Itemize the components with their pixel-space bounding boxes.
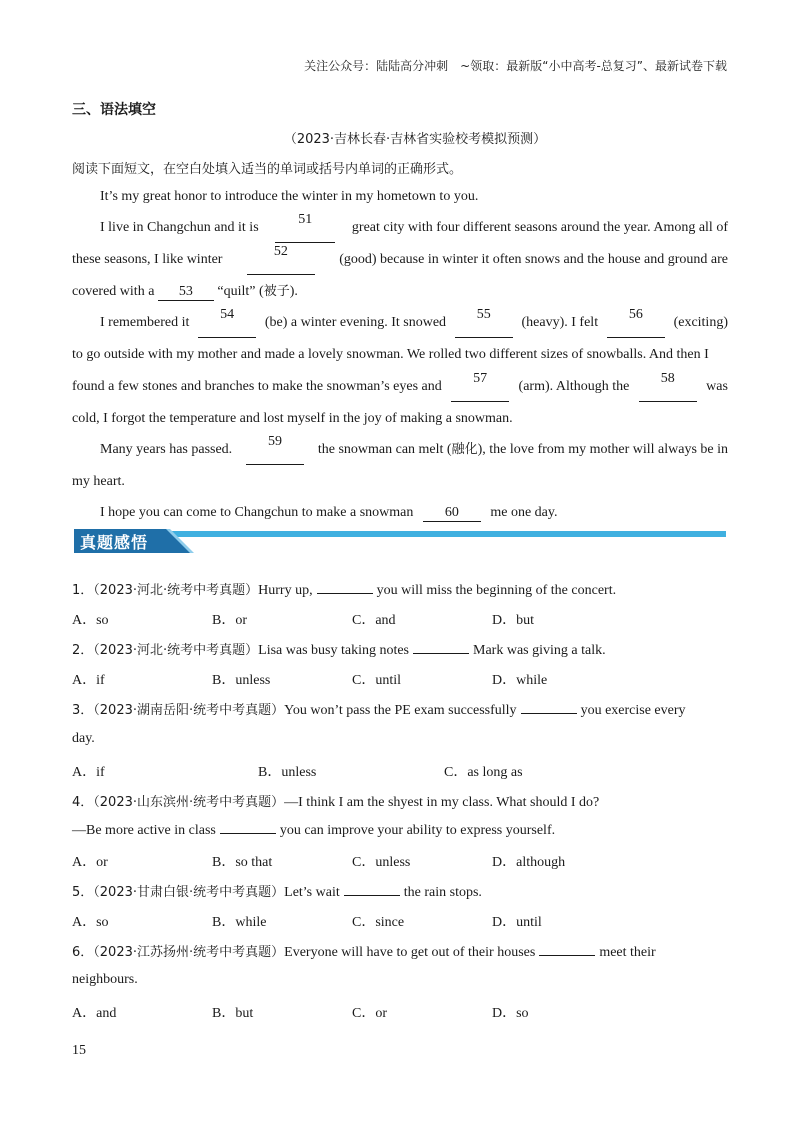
question-3-options xyxy=(72,761,632,781)
passage-line: It’s my great honor to introduce the winter in my hometown to you. xyxy=(100,189,479,204)
option-b[interactable]: B．but xyxy=(212,1006,254,1021)
question-6-options xyxy=(72,1002,632,1022)
option-d[interactable]: D．so xyxy=(492,1006,529,1021)
passage-line: to go outside with my mother and made a lovely snowman. We rolled two different sizes of snowballs. And then I xyxy=(72,347,709,362)
option-a[interactable]: A．so xyxy=(72,915,109,930)
section-banner xyxy=(74,529,726,553)
option-a[interactable]: A．so xyxy=(72,613,109,628)
passage-line: I remembered it 54 (be) a winter evening. It snowed 55 (heavy). I felt 56 (exciting) xyxy=(72,307,728,338)
option-b[interactable]: B．or xyxy=(212,613,247,628)
passage-line: my heart. xyxy=(72,474,125,489)
section-title: 三、语法填空 xyxy=(72,102,156,118)
option-a[interactable]: A．if xyxy=(72,765,105,780)
option-d[interactable]: D．but xyxy=(492,613,534,628)
option-b[interactable]: B．while xyxy=(212,915,267,930)
answer-blank[interactable] xyxy=(413,641,469,654)
option-c[interactable]: C．as long as xyxy=(444,765,523,780)
question-4-options xyxy=(72,851,632,871)
blank-56[interactable]: 56 xyxy=(607,307,665,338)
option-c[interactable]: C．unless xyxy=(352,855,411,870)
passage-line: I hope you can come to Changchun to make a snowman 60 me one day. xyxy=(100,505,558,520)
page-number: 15 xyxy=(72,1043,86,1058)
answer-blank[interactable] xyxy=(317,581,373,594)
passage-line: these seasons, I like winter 52 (good) because in winter it often snows and the house and ground are xyxy=(72,244,728,275)
option-a[interactable]: A．or xyxy=(72,855,108,870)
option-a[interactable]: A．and xyxy=(72,1006,117,1021)
question-5-options xyxy=(72,911,632,931)
blank-54[interactable]: 54 xyxy=(198,307,256,338)
question-6-continued: neighbours. xyxy=(72,972,138,987)
answer-blank[interactable] xyxy=(344,883,400,896)
question-5: 5．（2023·甘肃白银·统考中考真题）Let’s wait the rain stops. xyxy=(72,885,482,900)
passage-line: I live in Changchun and it is 51 great city with four different seasons around the year. Among all of xyxy=(72,212,728,243)
question-6: 6．（2023·江苏扬州·统考中考真题）Everyone will have to get out of their houses meet their xyxy=(72,945,656,960)
question-1-options xyxy=(72,609,632,629)
question-3-continued: day. xyxy=(72,731,95,746)
blank-55[interactable]: 55 xyxy=(455,307,513,338)
question-2-options xyxy=(72,669,632,689)
answer-blank[interactable] xyxy=(521,701,577,714)
question-1: 1．（2023·河北·统考中考真题）Hurry up, you will miss the beginning of the concert. xyxy=(72,583,617,598)
banner-label: 真题感悟 xyxy=(80,533,149,552)
blank-52[interactable]: 52 xyxy=(247,244,315,275)
option-c[interactable]: C．or xyxy=(352,1006,387,1021)
option-c[interactable]: C．until xyxy=(352,673,402,688)
option-b[interactable]: B．unless xyxy=(258,765,317,780)
passage-source: （2023·吉林长春·吉林省实验校考模拟预测） xyxy=(283,132,547,147)
answer-blank[interactable] xyxy=(220,821,276,834)
blank-57[interactable]: 57 xyxy=(451,371,509,402)
question-4: 4．（2023·山东滨州·统考中考真题）—I think I am the shyest in my class. What should I do? xyxy=(72,795,600,810)
option-b[interactable]: B．unless xyxy=(212,673,271,688)
question-4-continued: —Be more active in class you can improve your ability to express yourself. xyxy=(72,823,556,838)
option-c[interactable]: C．and xyxy=(352,613,396,628)
option-c[interactable]: C．since xyxy=(352,915,405,930)
blank-51[interactable]: 51 xyxy=(275,212,335,243)
question-3: 3．（2023·湖南岳阳·统考中考真题）You won’t pass the PE exam successfully you exercise every xyxy=(72,703,686,718)
answer-blank[interactable] xyxy=(539,943,595,956)
instructions: 阅读下面短文，在空白处填入适当的单词或括号内单词的正确形式。 xyxy=(72,162,463,177)
blank-53[interactable]: 53 xyxy=(158,284,214,301)
option-b[interactable]: B．so that xyxy=(212,855,273,870)
option-d[interactable]: D．while xyxy=(492,673,548,688)
passage-line: cold, I forgot the temperature and lost myself in the joy of making a snowman. xyxy=(72,411,513,426)
option-d[interactable]: D．although xyxy=(492,855,566,870)
blank-58[interactable]: 58 xyxy=(639,371,697,402)
header-promo-note: 关注公众号：陆陆高分冲刺 ~领取：最新版“小中高考-总复习”、最新试卷下载 xyxy=(304,59,727,73)
blank-59[interactable]: 59 xyxy=(246,434,304,465)
option-a[interactable]: A．if xyxy=(72,673,105,688)
passage xyxy=(72,181,728,528)
passage-line: found a few stones and branches to make the snowman’s eyes and 57 (arm). Although the 58 was xyxy=(72,371,728,402)
blank-60[interactable]: 60 xyxy=(423,505,481,522)
option-d[interactable]: D．until xyxy=(492,915,542,930)
question-2: 2．（2023·河北·统考中考真题）Lisa was busy taking notes Mark was giving a talk. xyxy=(72,643,606,658)
passage-line: Many years has passed. 59 the snowman can melt (融化), the love from my mother will always be in xyxy=(72,434,728,465)
passage-line: covered with a 53 “quilt” (被子). xyxy=(72,284,298,299)
